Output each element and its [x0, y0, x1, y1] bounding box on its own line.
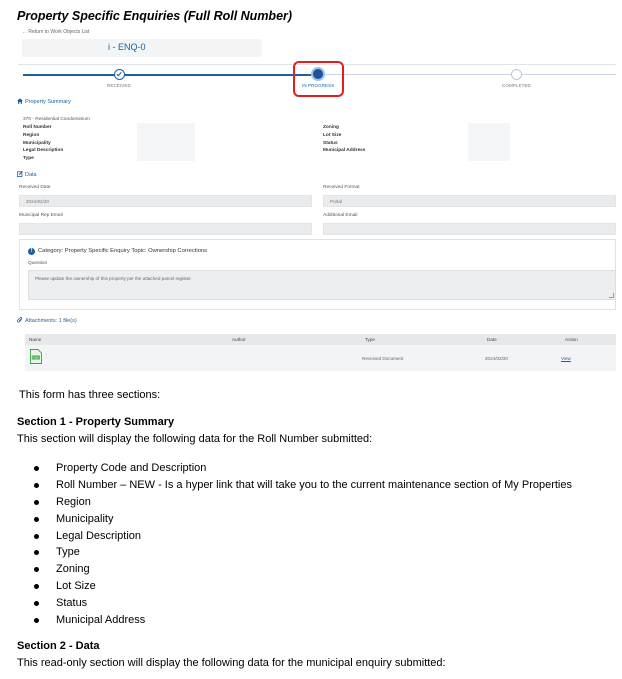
additional-email-label: Additional Email — [323, 213, 358, 218]
col-type: Type — [365, 337, 375, 342]
home-icon — [17, 98, 23, 104]
redacted-values — [137, 123, 195, 161]
list-item: Roll Number – NEW - Is a hyper link that will take you to the current maintenance section of My Properties — [34, 477, 614, 494]
enquiry-card — [19, 239, 616, 310]
additional-email-field[interactable] — [323, 223, 616, 235]
rep-email-label: Municipal Rep Email — [19, 213, 63, 218]
list-item: Municipal Address — [34, 612, 614, 629]
highlight-annotation — [293, 61, 344, 97]
received-date-field: 2024/02/20 — [19, 195, 312, 207]
table-header — [25, 334, 616, 345]
section1-heading: Section 1 - Property Summary — [17, 416, 175, 428]
label-type: Type — [23, 156, 34, 162]
attachment-type: Received Document — [362, 356, 404, 361]
return-link[interactable]: ← Return to Work Objects List — [22, 29, 90, 35]
label-status: Status — [323, 140, 338, 146]
label-municipal-address: Municipal Address — [323, 148, 366, 154]
attachments-table — [25, 334, 616, 374]
summary-left-labels — [23, 124, 63, 163]
label-lot-size: Lot Size — [323, 132, 342, 138]
question-field — [28, 270, 616, 300]
list-item: Zoning — [34, 561, 614, 578]
section1-list — [34, 460, 614, 629]
attachment-date: 2024/02/20 — [485, 356, 508, 361]
edit-icon — [17, 171, 23, 177]
label-municipality: Municipality — [23, 140, 51, 146]
step-label-in-progress: IN PROGRESS — [302, 83, 335, 88]
section2-heading: Section 2 - Data — [17, 640, 100, 652]
section2-text: This read-only section will display the following data for the municipal enquiry submitted: — [17, 657, 446, 669]
attachments-heading: Attachments: 1 file(s) — [17, 317, 77, 324]
enquiry-id-bar — [22, 39, 262, 57]
col-action: Action — [565, 337, 578, 342]
paperclip-icon — [17, 317, 23, 323]
label-region: Region — [23, 132, 40, 138]
step-completed-dot — [511, 69, 522, 80]
col-date: Date — [487, 337, 497, 342]
section1-text: This section will display the following data for the Roll Number submitted: — [17, 433, 373, 445]
property-summary-heading: Property Summary — [17, 98, 71, 105]
view-link[interactable]: View — [561, 356, 571, 361]
info-icon: ! — [28, 248, 35, 255]
category-topic: Category: Property Specific Enquiry Topic: Ownership Corrections — [38, 248, 208, 254]
step-label-completed: COMPLETED — [502, 83, 531, 88]
pdf-file-icon — [30, 349, 42, 364]
embedded-screenshot — [16, 27, 616, 379]
svg-text:PDF: PDF — [32, 355, 40, 360]
step-received-check-icon — [114, 69, 125, 80]
progress-track-pending — [318, 74, 616, 75]
document-title: Property Specific Enquiries (Full Roll Number) — [17, 9, 293, 23]
intro-text: This form has three sections: — [19, 389, 161, 401]
list-item: Region — [34, 494, 614, 511]
rep-email-field — [19, 223, 312, 235]
received-format-label: Received Format — [323, 185, 360, 190]
list-item: Type — [34, 544, 614, 561]
redacted-values — [468, 123, 510, 161]
received-format-field: Portal — [323, 195, 616, 207]
data-heading: Data — [17, 171, 37, 178]
enquiry-id: i - ENQ-0 — [108, 42, 146, 52]
list-item: Legal Description — [34, 528, 614, 545]
received-date-label: Received Date — [19, 185, 51, 190]
col-name: Name — [29, 337, 42, 342]
progress-track-complete — [23, 74, 318, 76]
table-row — [25, 345, 616, 371]
label-roll-number: Roll Number — [23, 125, 52, 130]
label-legal-description: Legal Description — [23, 148, 64, 154]
attachment-name[interactable]: : — [46, 353, 48, 358]
resize-handle-icon[interactable] — [609, 293, 614, 298]
list-item: Municipality — [34, 511, 614, 528]
question-label: Question — [28, 261, 48, 266]
list-item: Lot Size — [34, 578, 614, 595]
col-author: Author — [232, 337, 246, 342]
label-zoning: Zoning — [323, 125, 339, 130]
list-item: Status — [34, 595, 614, 612]
list-item: Property Code and Description — [34, 460, 614, 477]
summary-right-labels — [323, 124, 365, 155]
step-label-received: RECEIVED — [107, 83, 131, 88]
question-text: Please update the ownership of this property per the attached parcel register. — [35, 276, 192, 281]
property-code-description: 370 - Residential Condominium — [23, 117, 90, 122]
